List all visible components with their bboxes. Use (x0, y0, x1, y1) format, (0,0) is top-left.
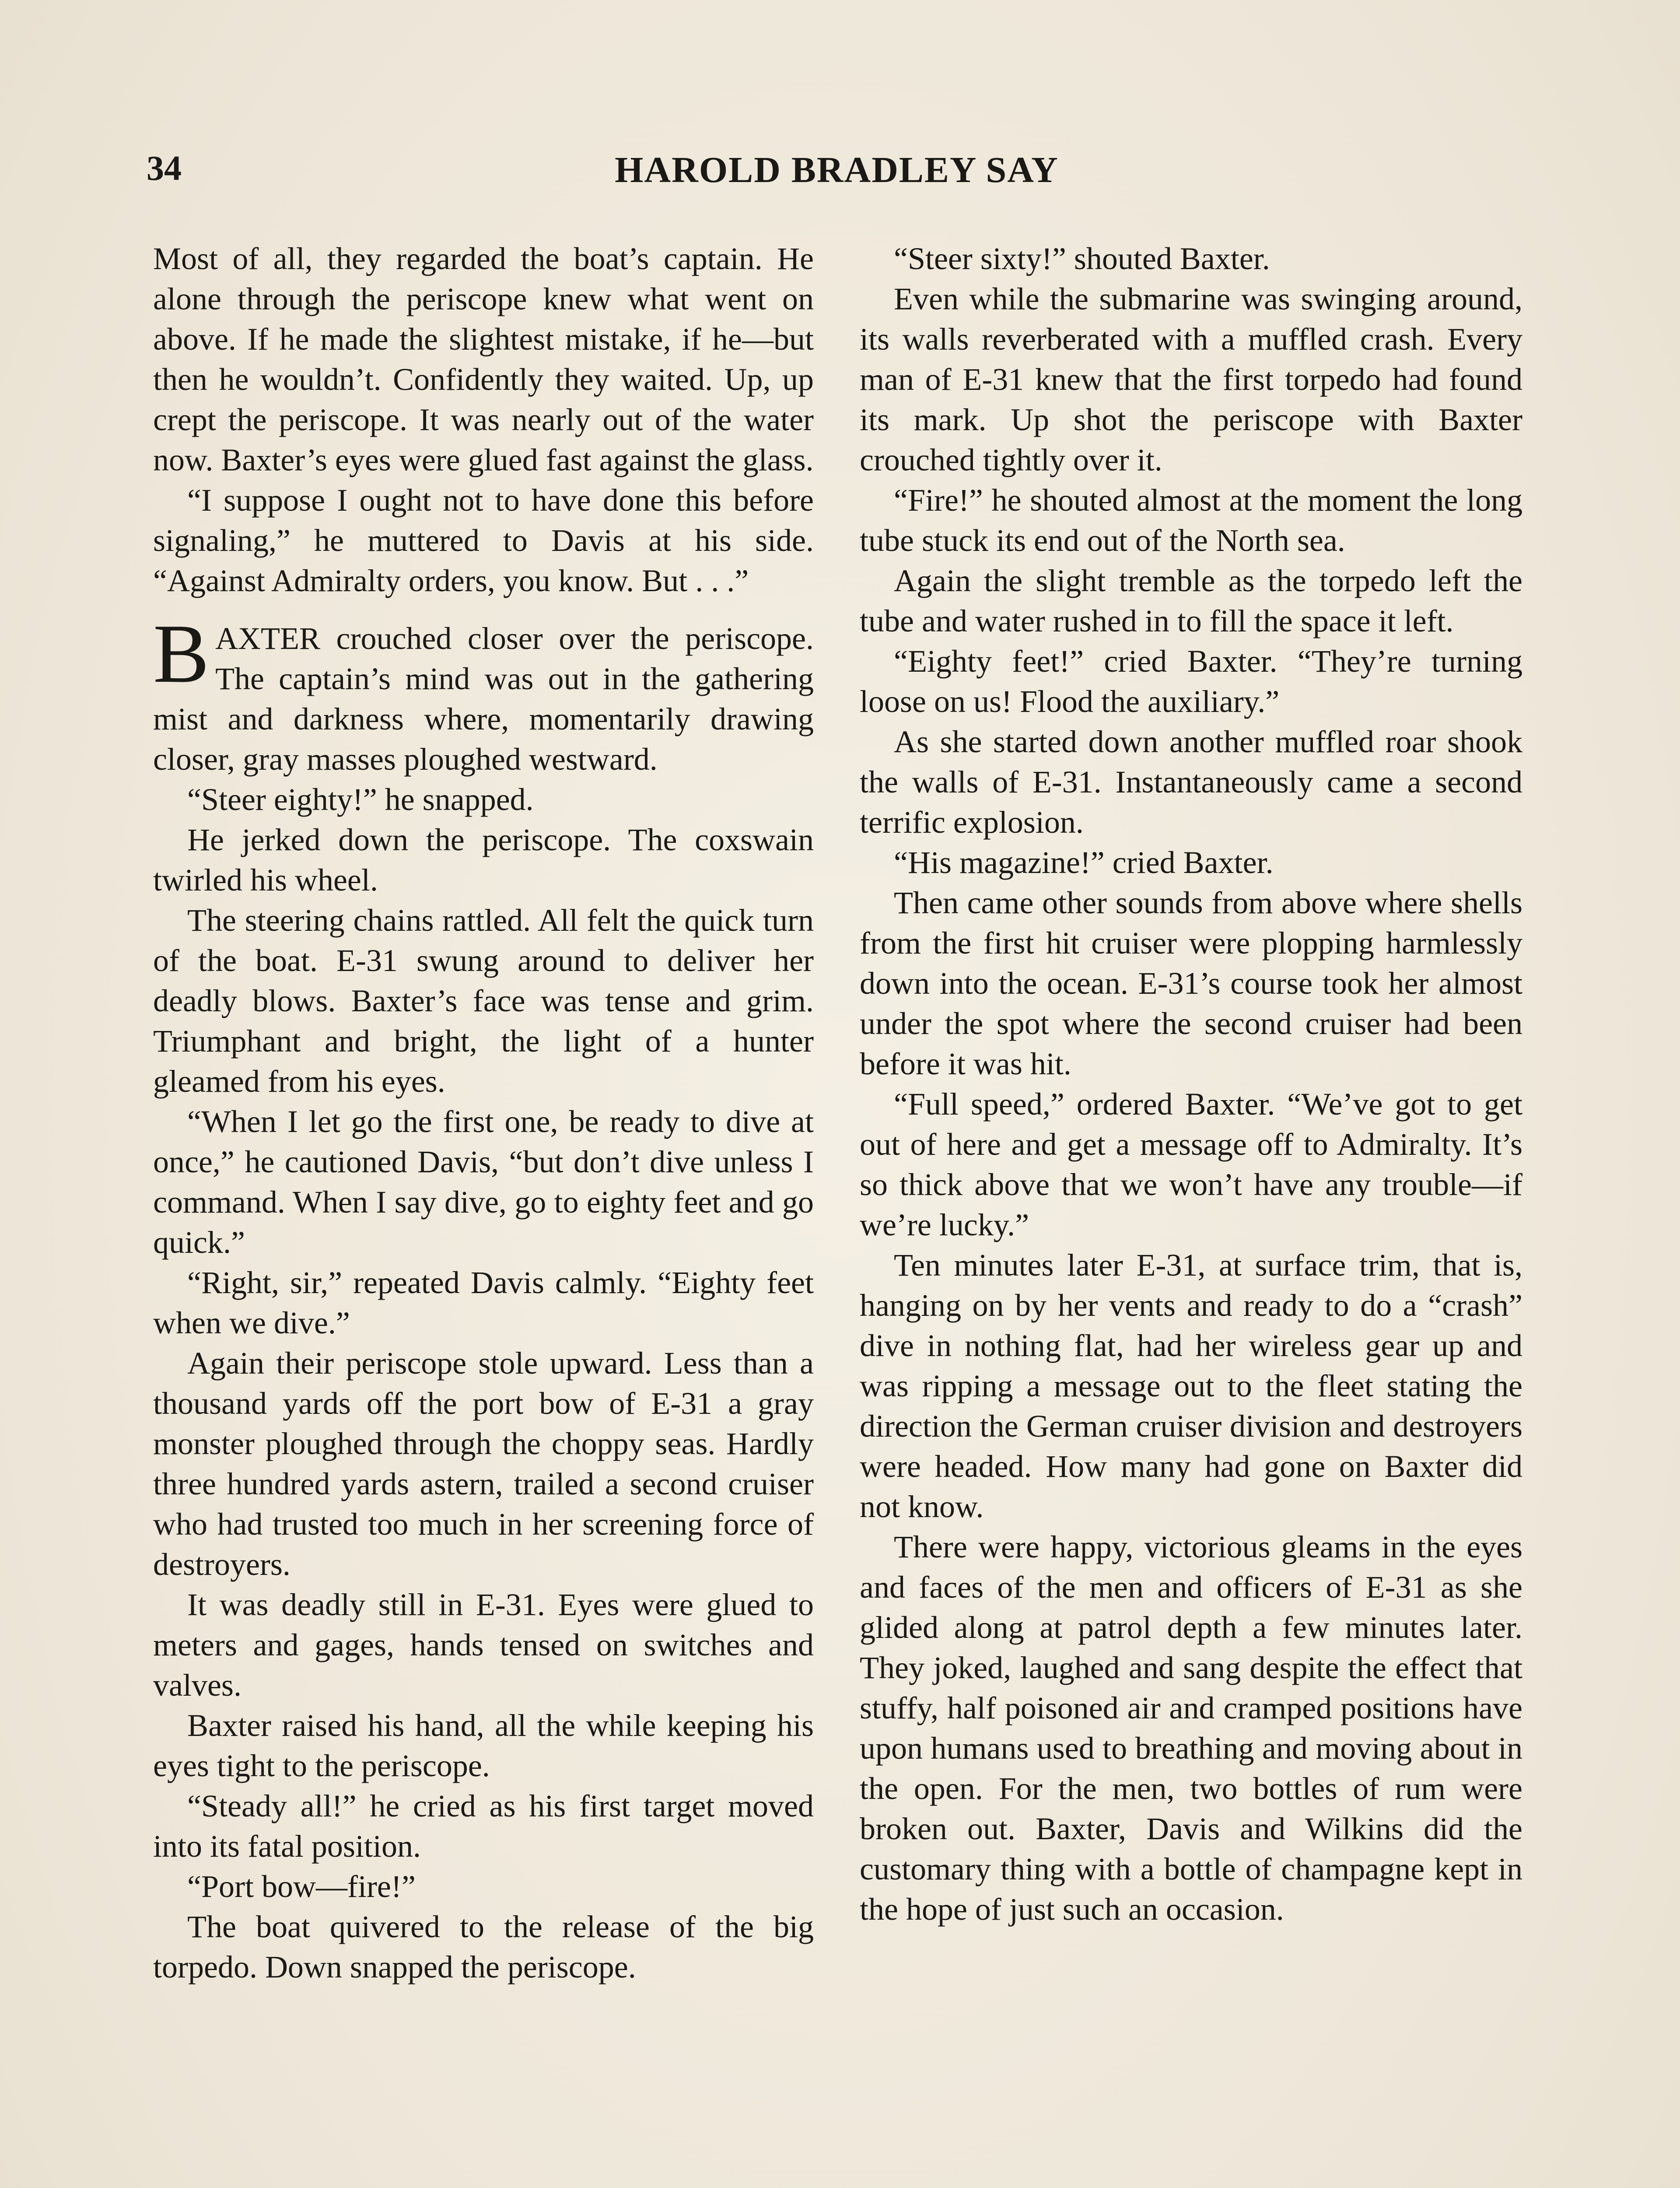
paragraph: “Fire!” he shouted almost at the moment the long tube stuck its end out of the North sea. (860, 483, 1522, 558)
paragraph: “When I let go the first one, be ready to dive at once,” he cautioned Davis, “but don’t dive unless I command. When I say dive, go to eighty feet and go quick.” (153, 1104, 814, 1260)
paragraph: “I suppose I ought not to have done this before signaling,” he muttered to Davis at his side. “Against Admiralty orders, you know. But . . .” (153, 483, 814, 598)
paragraph: Again the slight tremble as the torpedo left the tube and water rushed in to fill the space it left. (860, 563, 1522, 638)
lead-caps: AXTER (215, 621, 321, 656)
section-opening-paragraph (153, 607, 814, 779)
paragraph: The steering chains rattled. All felt the quick turn of the boat. E-31 swung around to deliver her deadly blows. Baxter’s face was tense and grim. Triumphant and bright, the light of a hunter gleamed from his eyes. (153, 903, 814, 1099)
paragraph: “Port bow—fire!” (187, 1869, 416, 1904)
paragraph: It was deadly still in E-31. Eyes were glued to meters and gages, hands tensed on switches and valves. (153, 1587, 814, 1703)
paragraph: There were happy, victorious gleams in the eyes and faces of the men and officers of E-31 as she glided along at patrol depth a few minutes later. They joked, laughed and sang despite the effect that stuffy, half poisoned air and cramped positions have upon humans used to breathing and moving about in the open. For the men, two bottles of rum were broken out. Baxter, Davis and Wilkins did the customary thing with a bottle of champagne kept in the hope of just such an occasion. (860, 1529, 1522, 1927)
page-header (147, 149, 1527, 210)
paragraph: “Right, sir,” repeated Davis calmly. “Eighty feet when we dive.” (153, 1265, 814, 1340)
paragraph: “Full speed,” ordered Baxter. “We’ve got to get out of here and get a message off to Admiralty. It’s so thick above that we won’t have any trouble—if we’re lucky.” (860, 1087, 1522, 1242)
paragraph: Again their periscope stole upward. Less than a thousand yards off the port bow of E-31 a gray monster ploughed through the choppy seas. Hardly three hundred yards astern, trailed a second cruiser who had trusted too much in her screening force of destroyers. (153, 1346, 814, 1582)
paragraph: Ten minutes later E-31, at surface trim, that is, hanging on by her vents and ready to do a “crash” dive in nothing flat, had her wireless gear up and was ripping a message out to the fleet stating the direction the German cruiser division and destroyers were headed. How many had gone on Baxter did not know. (860, 1248, 1522, 1524)
paragraph: Most of all, they regarded the boat’s captain. He alone through the periscope knew what went on above. If he made the slightest mistake, if he—but then he wouldn’t. Confidently they waited. Up, up crept the periscope. It was nearly out of the water now. Baxter’s eyes were glued fast against the glass. (153, 241, 814, 477)
paragraph: Even while the submarine was swinging around, its walls reverberated with a muffled crash. Every man of E-31 knew that the first torpedo had found its mark. Up shot the periscope with Baxter crouched tightly over it. (860, 281, 1522, 477)
drop-cap: B (153, 607, 210, 700)
right-column (860, 238, 1522, 1929)
left-column (153, 238, 814, 1987)
page-number: 34 (147, 149, 182, 188)
paragraph: The boat quivered to the release of the big torpedo. Down snapped the periscope. (153, 1909, 814, 1985)
section-opening-text: crouched closer over the periscope. The captain’s mind was out in the gathering mist and darkness where, momentarily drawing closer, gray masses ploughed westward. (153, 621, 814, 777)
paragraph: “Steer eighty!” he snapped. (187, 782, 534, 817)
running-head: HAROLD BRADLEY SAY (615, 150, 1059, 190)
paragraph: As she started down another muffled roar shook the walls of E-31. Instantaneously came a second terrific explosion. (860, 724, 1522, 840)
paragraph: “Steer sixty!” shouted Baxter. (894, 241, 1270, 276)
paragraph: Baxter raised his hand, all the while keeping his eyes tight to the periscope. (153, 1708, 814, 1783)
paragraph: Then came other sounds from above where shells from the first hit cruiser were plopping harmlessly down into the ocean. E-31’s course took her almost under the spot where the second cruiser had been before it was hit. (860, 885, 1522, 1081)
paragraph: “Steady all!” he cried as his first target moved into its fatal position. (153, 1788, 814, 1864)
paragraph: “His magazine!” cried Baxter. (894, 845, 1274, 880)
paragraph: “Eighty feet!” cried Baxter. “They’re turning loose on us! Flood the auxiliary.” (860, 644, 1522, 719)
paragraph: He jerked down the periscope. The coxswain twirled his wheel. (153, 822, 814, 898)
